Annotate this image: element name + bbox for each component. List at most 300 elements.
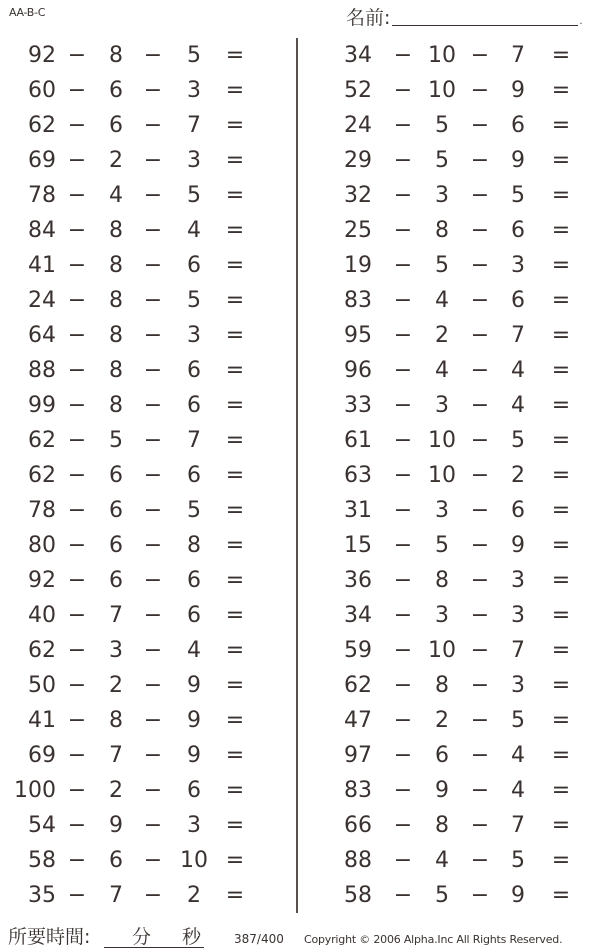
minuend: 31 — [344, 498, 372, 523]
equals-sign: = — [551, 463, 571, 488]
equals-sign: = — [225, 533, 245, 558]
name-field — [346, 6, 583, 30]
problem-row — [300, 843, 600, 878]
subtrahend-1: 3 — [435, 183, 449, 208]
subtrahend-1: 10 — [428, 428, 456, 453]
subtrahend-2: 3 — [511, 253, 525, 278]
minus-sign: − — [67, 813, 87, 838]
minus-sign: − — [67, 288, 87, 313]
minus-sign: − — [393, 113, 413, 138]
subtrahend-1: 7 — [109, 743, 123, 768]
time-required-label: 所要時間: — [8, 926, 91, 948]
equals-sign: = — [225, 463, 245, 488]
equals-sign: = — [225, 393, 245, 418]
minus-sign: − — [143, 463, 163, 488]
equals-sign: = — [225, 813, 245, 838]
subtrahend-1: 5 — [435, 148, 449, 173]
problem-row — [0, 283, 300, 318]
subtrahend-1: 2 — [109, 673, 123, 698]
minus-sign: − — [143, 428, 163, 453]
problem-row — [300, 878, 600, 913]
minus-sign: − — [143, 568, 163, 593]
minus-sign: − — [67, 183, 87, 208]
equals-sign: = — [551, 253, 571, 278]
subtrahend-1: 5 — [435, 883, 449, 908]
problem-row — [0, 668, 300, 703]
minus-sign: − — [470, 568, 490, 593]
minutes-label: 分 — [132, 926, 152, 948]
minuend: 24 — [344, 113, 372, 138]
minuend: 52 — [344, 78, 372, 103]
subtrahend-2: 5 — [187, 43, 201, 68]
equals-sign: = — [225, 708, 245, 733]
subtrahend-2: 5 — [511, 428, 525, 453]
equals-sign: = — [551, 533, 571, 558]
minus-sign: − — [143, 78, 163, 103]
subtrahend-1: 3 — [435, 393, 449, 418]
subtrahend-2: 5 — [511, 183, 525, 208]
problem-row — [300, 353, 600, 388]
subtrahend-1: 8 — [109, 288, 123, 313]
minus-sign: − — [393, 848, 413, 873]
problem-row — [300, 528, 600, 563]
subtrahend-1: 3 — [109, 638, 123, 663]
problem-row — [300, 458, 600, 493]
minus-sign: − — [67, 883, 87, 908]
equals-sign: = — [551, 288, 571, 313]
minus-sign: − — [67, 148, 87, 173]
subtrahend-2: 3 — [187, 323, 201, 348]
subtrahend-2: 9 — [511, 533, 525, 558]
problem-row — [0, 248, 300, 283]
subtrahend-2: 6 — [187, 603, 201, 628]
minuend: 54 — [28, 813, 56, 838]
minus-sign: − — [470, 183, 490, 208]
equals-sign: = — [551, 358, 571, 383]
equals-sign: = — [551, 323, 571, 348]
equals-sign: = — [551, 778, 571, 803]
minus-sign: − — [470, 743, 490, 768]
subtrahend-2: 10 — [180, 848, 208, 873]
minus-sign: − — [143, 848, 163, 873]
minus-sign: − — [143, 148, 163, 173]
equals-sign: = — [551, 393, 571, 418]
problem-row — [300, 773, 600, 808]
minus-sign: − — [393, 288, 413, 313]
minus-sign: − — [393, 148, 413, 173]
problem-row — [300, 143, 600, 178]
problem-row — [0, 878, 300, 913]
problem-row — [0, 353, 300, 388]
problem-row — [0, 38, 300, 73]
problem-row — [300, 38, 600, 73]
name-label: 名前: — [346, 7, 391, 29]
minuend: 83 — [344, 778, 372, 803]
subtrahend-1: 4 — [435, 848, 449, 873]
minuend: 69 — [28, 743, 56, 768]
minus-sign: − — [470, 778, 490, 803]
minus-sign: − — [67, 43, 87, 68]
subtrahend-1: 2 — [435, 323, 449, 348]
equals-sign: = — [551, 638, 571, 663]
problem-row — [0, 633, 300, 668]
problem-row — [300, 283, 600, 318]
minus-sign: − — [393, 778, 413, 803]
minuend: 60 — [28, 78, 56, 103]
minuend: 78 — [28, 498, 56, 523]
equals-sign: = — [225, 498, 245, 523]
subtrahend-2: 4 — [511, 778, 525, 803]
minus-sign: − — [67, 848, 87, 873]
subtrahend-1: 8 — [109, 358, 123, 383]
subtrahend-2: 9 — [187, 673, 201, 698]
subtrahend-2: 6 — [187, 778, 201, 803]
equals-sign: = — [225, 78, 245, 103]
minus-sign: − — [470, 218, 490, 243]
subtrahend-2: 4 — [187, 218, 201, 243]
minus-sign: − — [393, 568, 413, 593]
equals-sign: = — [225, 253, 245, 278]
minus-sign: − — [470, 253, 490, 278]
minus-sign: − — [143, 638, 163, 663]
minus-sign: − — [143, 778, 163, 803]
minus-sign: − — [143, 358, 163, 383]
problem-row — [0, 388, 300, 423]
problem-row — [300, 108, 600, 143]
subtrahend-1: 6 — [109, 78, 123, 103]
subtrahend-1: 5 — [435, 113, 449, 138]
problem-row — [300, 598, 600, 633]
minus-sign: − — [470, 78, 490, 103]
subtrahend-2: 4 — [511, 743, 525, 768]
minuend: 24 — [28, 288, 56, 313]
minuend: 35 — [28, 883, 56, 908]
problem-row — [0, 213, 300, 248]
problem-row — [300, 703, 600, 738]
minus-sign: − — [143, 288, 163, 313]
subtrahend-2: 3 — [187, 78, 201, 103]
minus-sign: − — [393, 358, 413, 383]
subtrahend-1: 6 — [109, 113, 123, 138]
subtrahend-2: 9 — [511, 78, 525, 103]
minus-sign: − — [470, 883, 490, 908]
problem-row — [0, 703, 300, 738]
minus-sign: − — [470, 43, 490, 68]
subtrahend-1: 2 — [109, 778, 123, 803]
subtrahend-1: 9 — [435, 778, 449, 803]
minuend: 80 — [28, 533, 56, 558]
subtrahend-1: 7 — [109, 603, 123, 628]
subtrahend-1: 5 — [109, 428, 123, 453]
minus-sign: − — [67, 533, 87, 558]
subtrahend-2: 4 — [511, 393, 525, 418]
minuend: 33 — [344, 393, 372, 418]
minus-sign: − — [143, 883, 163, 908]
minus-sign: − — [67, 463, 87, 488]
equals-sign: = — [551, 78, 571, 103]
equals-sign: = — [551, 183, 571, 208]
minus-sign: − — [470, 673, 490, 698]
minuend: 92 — [28, 568, 56, 593]
minus-sign: − — [470, 113, 490, 138]
problem-row — [0, 808, 300, 843]
minuend: 58 — [28, 848, 56, 873]
equals-sign: = — [551, 813, 571, 838]
subtrahend-1: 10 — [428, 43, 456, 68]
equals-sign: = — [225, 183, 245, 208]
minuend: 84 — [28, 218, 56, 243]
equals-sign: = — [551, 743, 571, 768]
worksheet-code: AA-B-C — [9, 6, 46, 19]
subtrahend-2: 5 — [187, 498, 201, 523]
subtrahend-2: 7 — [187, 113, 201, 138]
minus-sign: − — [393, 708, 413, 733]
problem-row — [300, 563, 600, 598]
minuend: 58 — [344, 883, 372, 908]
equals-sign: = — [225, 113, 245, 138]
subtrahend-2: 7 — [511, 43, 525, 68]
minus-sign: − — [393, 218, 413, 243]
minus-sign: − — [143, 393, 163, 418]
subtrahend-1: 3 — [435, 498, 449, 523]
equals-sign: = — [225, 288, 245, 313]
equals-sign: = — [225, 43, 245, 68]
minuend: 62 — [28, 638, 56, 663]
subtrahend-1: 2 — [109, 148, 123, 173]
problem-row — [0, 178, 300, 213]
minus-sign: − — [67, 428, 87, 453]
minus-sign: − — [143, 113, 163, 138]
minus-sign: − — [67, 323, 87, 348]
minus-sign: − — [470, 848, 490, 873]
subtrahend-2: 7 — [511, 638, 525, 663]
minus-sign: − — [67, 708, 87, 733]
subtrahend-2: 9 — [511, 883, 525, 908]
minus-sign: − — [143, 43, 163, 68]
subtrahend-1: 5 — [435, 253, 449, 278]
subtrahend-2: 5 — [187, 288, 201, 313]
equals-sign: = — [551, 218, 571, 243]
equals-sign: = — [225, 323, 245, 348]
minus-sign: − — [393, 498, 413, 523]
subtrahend-2: 5 — [511, 848, 525, 873]
minus-sign: − — [470, 533, 490, 558]
minus-sign: − — [393, 78, 413, 103]
problem-row — [0, 458, 300, 493]
equals-sign: = — [225, 148, 245, 173]
minus-sign: − — [470, 463, 490, 488]
subtrahend-1: 8 — [109, 253, 123, 278]
subtrahend-1: 8 — [435, 673, 449, 698]
subtrahend-1: 8 — [109, 218, 123, 243]
minuend: 88 — [344, 848, 372, 873]
equals-sign: = — [225, 568, 245, 593]
minus-sign: − — [393, 323, 413, 348]
minus-sign: − — [143, 708, 163, 733]
problem-row — [300, 668, 600, 703]
problem-row — [0, 528, 300, 563]
subtrahend-2: 6 — [187, 253, 201, 278]
equals-sign: = — [551, 603, 571, 628]
minus-sign: − — [393, 743, 413, 768]
minuend: 62 — [28, 113, 56, 138]
subtrahend-1: 3 — [435, 603, 449, 628]
subtrahend-1: 4 — [435, 358, 449, 383]
minuend: 41 — [28, 253, 56, 278]
minus-sign: − — [67, 78, 87, 103]
minuend: 62 — [28, 463, 56, 488]
minus-sign: − — [67, 673, 87, 698]
problem-row — [0, 773, 300, 808]
subtrahend-1: 6 — [109, 568, 123, 593]
subtrahend-1: 8 — [435, 568, 449, 593]
minus-sign: − — [143, 218, 163, 243]
minus-sign: − — [393, 43, 413, 68]
minuend: 36 — [344, 568, 372, 593]
minus-sign: − — [67, 603, 87, 628]
minuend: 88 — [28, 358, 56, 383]
subtrahend-2: 7 — [511, 323, 525, 348]
problem-row — [300, 178, 600, 213]
minus-sign: − — [67, 638, 87, 663]
subtrahend-2: 3 — [511, 603, 525, 628]
subtrahend-2: 4 — [187, 638, 201, 663]
minuend: 78 — [28, 183, 56, 208]
minus-sign: − — [143, 673, 163, 698]
equals-sign: = — [225, 638, 245, 663]
subtrahend-2: 6 — [187, 358, 201, 383]
minus-sign: − — [470, 708, 490, 733]
minus-sign: − — [67, 568, 87, 593]
subtrahend-2: 6 — [511, 218, 525, 243]
minuend: 59 — [344, 638, 372, 663]
subtrahend-2: 7 — [187, 428, 201, 453]
subtrahend-2: 6 — [187, 568, 201, 593]
subtrahend-1: 10 — [428, 638, 456, 663]
subtrahend-2: 8 — [187, 533, 201, 558]
subtrahend-1: 10 — [428, 463, 456, 488]
minus-sign: − — [67, 393, 87, 418]
subtrahend-2: 6 — [511, 498, 525, 523]
subtrahend-1: 8 — [109, 43, 123, 68]
subtrahend-1: 4 — [109, 183, 123, 208]
problem-row — [0, 318, 300, 353]
minus-sign: − — [393, 253, 413, 278]
subtrahend-2: 4 — [511, 358, 525, 383]
minus-sign: − — [470, 148, 490, 173]
minuend: 95 — [344, 323, 372, 348]
minus-sign: − — [67, 113, 87, 138]
minuend: 61 — [344, 428, 372, 453]
equals-sign: = — [225, 358, 245, 383]
name-input-line[interactable] — [392, 24, 578, 26]
problem-row — [300, 738, 600, 773]
problem-row — [0, 143, 300, 178]
seconds-label: 秒 — [182, 926, 202, 948]
subtrahend-2: 2 — [187, 883, 201, 908]
minus-sign: − — [67, 743, 87, 768]
problem-row — [300, 493, 600, 528]
equals-sign: = — [225, 848, 245, 873]
subtrahend-1: 6 — [109, 498, 123, 523]
minus-sign: − — [470, 638, 490, 663]
minus-sign: − — [143, 813, 163, 838]
problem-row — [0, 738, 300, 773]
minuend: 100 — [14, 778, 56, 803]
minus-sign: − — [470, 393, 490, 418]
minuend: 32 — [344, 183, 372, 208]
minuend: 40 — [28, 603, 56, 628]
minus-sign: − — [393, 533, 413, 558]
minus-sign: − — [393, 883, 413, 908]
minus-sign: − — [470, 358, 490, 383]
minuend: 92 — [28, 43, 56, 68]
minus-sign: − — [470, 813, 490, 838]
minuend: 34 — [344, 603, 372, 628]
problem-row — [0, 598, 300, 633]
subtrahend-1: 10 — [428, 78, 456, 103]
equals-sign: = — [551, 498, 571, 523]
problems-right-column — [300, 38, 600, 913]
subtrahend-2: 3 — [511, 673, 525, 698]
minuend: 62 — [28, 428, 56, 453]
problem-row — [0, 843, 300, 878]
minuend: 47 — [344, 708, 372, 733]
minus-sign: − — [67, 778, 87, 803]
name-end-mark: . — [579, 16, 583, 27]
minuend: 99 — [28, 393, 56, 418]
minus-sign: − — [470, 498, 490, 523]
subtrahend-2: 3 — [511, 568, 525, 593]
problem-row — [300, 318, 600, 353]
problem-row — [0, 563, 300, 598]
subtrahend-2: 5 — [187, 183, 201, 208]
subtrahend-2: 6 — [187, 393, 201, 418]
subtrahend-2: 6 — [511, 113, 525, 138]
minus-sign: − — [143, 498, 163, 523]
problem-row — [0, 493, 300, 528]
minus-sign: − — [393, 393, 413, 418]
subtrahend-2: 7 — [511, 813, 525, 838]
equals-sign: = — [551, 883, 571, 908]
minus-sign: − — [143, 533, 163, 558]
footer — [0, 916, 600, 952]
problem-row — [300, 423, 600, 458]
minuend: 66 — [344, 813, 372, 838]
equals-sign: = — [225, 603, 245, 628]
equals-sign: = — [551, 43, 571, 68]
minus-sign: − — [393, 638, 413, 663]
subtrahend-1: 8 — [109, 323, 123, 348]
problem-row — [300, 73, 600, 108]
minus-sign: − — [393, 603, 413, 628]
equals-sign: = — [225, 883, 245, 908]
problem-row — [0, 423, 300, 458]
minuend: 15 — [344, 533, 372, 558]
problem-row — [0, 108, 300, 143]
minuend: 25 — [344, 218, 372, 243]
subtrahend-2: 6 — [187, 463, 201, 488]
minus-sign: − — [67, 498, 87, 523]
minuend: 50 — [28, 673, 56, 698]
problem-row — [300, 213, 600, 248]
page-count: 387/400 — [234, 932, 284, 946]
subtrahend-2: 3 — [187, 813, 201, 838]
subtrahend-1: 6 — [109, 533, 123, 558]
minus-sign: − — [470, 603, 490, 628]
equals-sign: = — [225, 778, 245, 803]
subtrahend-1: 6 — [435, 743, 449, 768]
